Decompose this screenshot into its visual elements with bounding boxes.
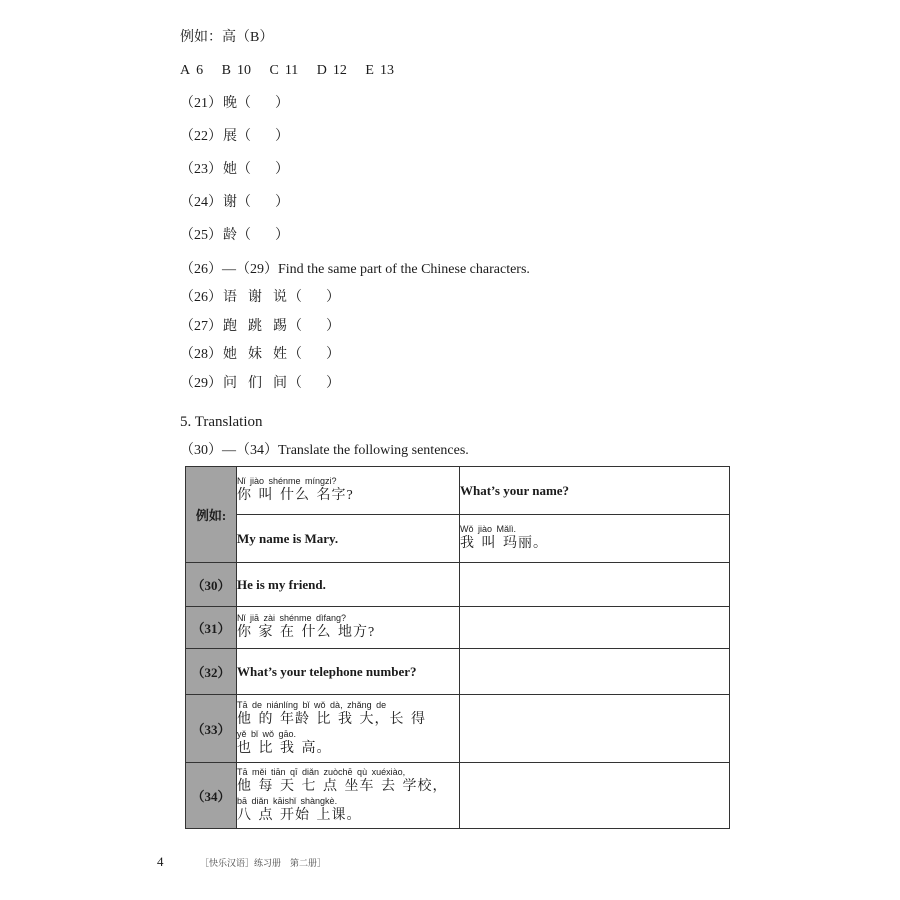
pinyin-line: Wǒ jiào Mǎlì. — [460, 524, 517, 534]
stroke-count-options — [180, 61, 409, 81]
row-number-cell: （31） — [186, 607, 237, 649]
pinyin-line: Nǐ jiā zài shénme dìfang? — [237, 613, 347, 623]
row-number-cell: （30） — [186, 563, 237, 607]
chinese-cell — [237, 695, 460, 763]
table-row — [186, 515, 730, 563]
instruction-text: Find the same part of the Chinese characters. — [278, 262, 530, 277]
stroke-count-list — [180, 94, 294, 259]
table-row — [186, 649, 730, 695]
item-character: 她 — [223, 162, 237, 177]
item-character: 语 — [223, 290, 237, 305]
option-value: 10 — [236, 63, 251, 78]
option-letter: B — [221, 63, 231, 78]
answer-blank: （ ） — [237, 228, 294, 243]
option-letter: A — [180, 63, 191, 78]
answer-blank: （ ） — [288, 290, 345, 305]
hanzi-line: 他 每 天 七 点 坐车 去 学校， — [237, 778, 448, 794]
answer-cell — [460, 649, 730, 695]
item-number: （27） — [180, 318, 222, 334]
stroke-count-example — [180, 28, 273, 48]
table-row — [186, 763, 730, 829]
translation-instruction — [180, 441, 469, 461]
english-cell: What’s your name? — [460, 467, 730, 515]
chinese-cell — [237, 607, 460, 649]
item-character: 跳 — [248, 318, 262, 334]
english-cell: He is my friend. — [237, 563, 460, 607]
book-title: ［快乐汉语］练习册 第二册］ — [200, 858, 327, 868]
pinyin-line: Nǐ jiào shénme míngzi? — [237, 476, 337, 486]
option-d — [317, 61, 347, 81]
hanzi-line: 他 的 年龄 比 我 大，长 得 — [237, 711, 426, 727]
same-part-item — [180, 288, 345, 317]
table-row — [186, 563, 730, 607]
english-cell: What’s your telephone number? — [237, 649, 460, 695]
instruction-range: （30）—（34） — [180, 443, 278, 458]
chinese-cell — [460, 515, 730, 563]
answer-cell — [460, 607, 730, 649]
option-value: 11 — [284, 63, 299, 78]
item-character: 龄 — [223, 228, 237, 243]
option-value: 13 — [379, 63, 394, 78]
pinyin-line: Tā de niánlíng bǐ wǒ dà, zhǎng de — [237, 699, 387, 710]
chinese-cell — [237, 467, 460, 515]
table-row — [186, 467, 730, 515]
page-number: 4 — [157, 854, 164, 869]
same-part-item — [180, 317, 345, 346]
instruction-text: Translate the following sentences. — [278, 443, 469, 458]
row-number-cell: （34） — [186, 763, 237, 829]
english-cell: My name is Mary. — [237, 515, 460, 563]
hanzi-line: 八 点 开始 上课。 — [237, 807, 362, 823]
translation-table — [185, 466, 730, 829]
same-part-list — [180, 288, 345, 402]
item-number: （26） — [180, 290, 222, 305]
row-number-cell: （33） — [186, 695, 237, 763]
item-character: 踢 — [273, 318, 287, 334]
answer-blank: （ ） — [237, 129, 294, 144]
stroke-count-item — [180, 127, 294, 160]
section-heading: 5. Translation — [180, 414, 263, 430]
item-number: （23） — [180, 162, 222, 177]
item-character: 姓 — [273, 347, 287, 362]
item-character: 谢 — [248, 290, 262, 305]
stroke-count-item — [180, 160, 294, 193]
option-letter: E — [365, 63, 374, 78]
option-value: 6 — [196, 63, 204, 78]
same-part-instruction — [180, 260, 530, 280]
option-letter: D — [316, 63, 327, 78]
item-character: 跑 — [223, 318, 237, 334]
answer-cell — [460, 763, 730, 829]
answer-blank: （ ） — [288, 318, 345, 334]
same-part-item — [180, 345, 345, 374]
pinyin-line: yě bǐ wǒ gāo. — [237, 728, 297, 739]
item-number: （21） — [180, 96, 222, 111]
option-letter: C — [269, 63, 279, 78]
chinese-cell — [237, 763, 460, 829]
item-number: （24） — [180, 195, 222, 210]
option-e — [365, 61, 394, 81]
example-header-cell: 例如: — [186, 467, 237, 563]
item-character: 们 — [248, 375, 262, 391]
stroke-count-item — [180, 94, 294, 127]
instruction-range: （26）—（29） — [180, 262, 278, 277]
table-row — [186, 695, 730, 763]
item-character: 谢 — [223, 195, 237, 210]
pinyin-line: bā diǎn kāishǐ shàngkè. — [237, 795, 338, 806]
row-number-cell: （32） — [186, 649, 237, 695]
stroke-count-item — [180, 226, 294, 259]
answer-blank: （ ） — [288, 347, 345, 362]
hanzi-line: 我 叫 玛丽。 — [460, 536, 548, 551]
stroke-count-item — [180, 193, 294, 226]
item-character: 晚 — [223, 96, 237, 111]
item-character: 说 — [273, 290, 287, 305]
answer-blank: （ ） — [237, 195, 294, 210]
item-character: 妹 — [248, 347, 262, 362]
option-value: 12 — [332, 63, 347, 78]
example-character: 高 — [222, 30, 236, 45]
answer-cell — [460, 563, 730, 607]
item-character: 间 — [273, 375, 287, 391]
answer-blank: （ ） — [288, 375, 345, 391]
answer-blank: （ ） — [237, 96, 294, 111]
hanzi-line: 你 叫 什么 名字? — [237, 488, 354, 503]
same-part-item — [180, 374, 345, 403]
hanzi-line: 你 家 在 什么 地方? — [237, 625, 376, 640]
example-label: 例如： — [180, 30, 222, 45]
answer-cell — [460, 695, 730, 763]
item-number: （29） — [180, 375, 222, 391]
option-b — [222, 61, 251, 81]
item-number: （28） — [180, 347, 222, 362]
item-number: （22） — [180, 129, 222, 144]
hanzi-line: 也 比 我 高。 — [237, 740, 332, 756]
item-character: 问 — [223, 375, 237, 391]
example-answer: （B） — [236, 30, 274, 45]
answer-blank: （ ） — [237, 162, 294, 177]
item-character: 展 — [223, 129, 237, 144]
option-a — [180, 61, 203, 81]
pinyin-line: Tā měi tiān qī diǎn zuòchē qù xuéxiào, — [237, 766, 406, 777]
item-character: 她 — [223, 347, 237, 362]
option-c — [269, 61, 298, 81]
item-number: （25） — [180, 228, 222, 243]
table-row — [186, 607, 730, 649]
